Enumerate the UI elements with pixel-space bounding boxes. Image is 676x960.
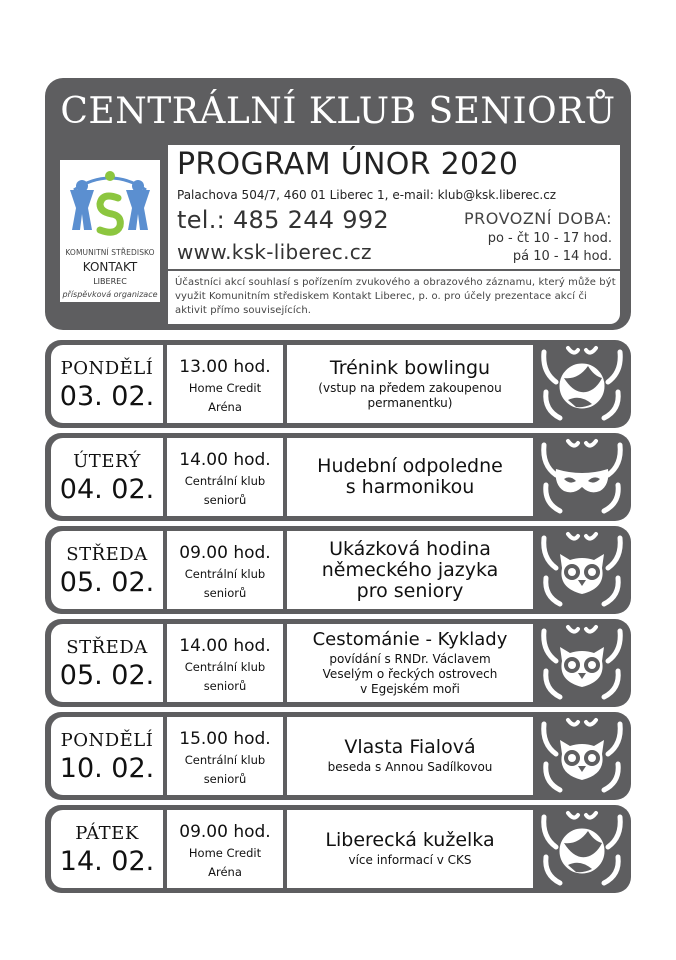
event-description: povídání s RNDr. Václavem Veselým o řeckých ostrovech v Egejském moři — [322, 652, 498, 696]
event-row — [45, 619, 631, 707]
event-date: 05. 02. — [59, 660, 155, 691]
event-row — [45, 340, 631, 428]
event-date: 04. 02. — [59, 474, 155, 505]
event-date-cell — [51, 810, 163, 888]
event-date: 10. 02. — [59, 753, 155, 784]
program-title: PROGRAM ÚNOR 2020 — [177, 147, 519, 182]
logo-text-line3: LIBEREC — [93, 277, 127, 286]
event-day: STŘEDA — [66, 544, 148, 565]
owl-icon — [538, 528, 626, 612]
event-day: STŘEDA — [66, 637, 148, 658]
consent-panel — [168, 271, 620, 324]
event-title: Ukázková hodina německého jazyka pro seniory — [321, 537, 499, 602]
event-title: Hudební odpoledne s harmonikou — [317, 455, 503, 498]
event-time: 14.00 hod. — [179, 636, 271, 656]
event-time-cell — [167, 810, 283, 888]
event-info-cell — [287, 438, 533, 516]
mask-icon — [538, 435, 626, 519]
event-place: Centrální klub seniorů — [184, 660, 266, 693]
event-time-cell — [167, 438, 283, 516]
club-title: CENTRÁLNÍ KLUB SENIORŮ — [60, 91, 616, 132]
opening-hours-weekdays: po - čt 10 - 17 hod. — [487, 231, 612, 246]
event-info-cell — [287, 810, 533, 888]
event-date-cell — [51, 345, 163, 423]
beach-ball-icon — [538, 342, 626, 426]
event-place: Home Credit Aréna — [188, 846, 262, 879]
event-title: Liberecká kuželka — [325, 829, 495, 851]
event-time: 14.00 hod. — [179, 450, 271, 470]
event-time: 09.00 hod. — [179, 822, 271, 842]
logo-text-line1: KOMUNITNÍ STŘEDISKO — [65, 248, 155, 257]
event-row — [45, 526, 631, 614]
event-time-cell — [167, 345, 283, 423]
event-description: (vstup na předem zakoupenou permanentku) — [318, 380, 502, 410]
consent-notice: Účastníci akcí souhlasí s pořízením zvukového a obrazového záznamu, který může být využit Komunitním střediskem Kontakt Liberec, p. o. pro účely prezentace akcí či aktivit přímo souvisejících. — [175, 277, 616, 316]
event-description: beseda s Annou Sadílkovou — [327, 760, 493, 774]
event-place: Centrální klub seniorů — [184, 567, 266, 600]
address: Palachova 504/7, 460 01 Liberec 1, e-mail: klub@ksk.liberec.cz — [177, 188, 557, 202]
event-date-cell — [51, 438, 163, 516]
event-place: Home Credit Aréna — [188, 381, 262, 414]
event-day: PONDĚLÍ — [60, 730, 154, 751]
event-info-cell — [287, 345, 533, 423]
phone-number: tel.: 485 244 992 — [177, 206, 389, 234]
event-time-cell — [167, 717, 283, 795]
logo-text-line2: KONTAKT — [82, 260, 138, 274]
opening-hours-friday: pá 10 - 14 hod. — [512, 249, 612, 264]
event-info-cell — [287, 624, 533, 702]
event-day: PÁTEK — [75, 823, 139, 844]
event-description: více informací v CKS — [348, 853, 472, 867]
event-title: Trénink bowlingu — [329, 356, 491, 379]
owl-icon — [538, 621, 626, 705]
event-date-cell — [51, 717, 163, 795]
beach-ball-icon — [538, 807, 626, 891]
event-place: Centrální klub seniorů — [184, 753, 266, 786]
event-day: PONDĚLÍ — [60, 358, 154, 379]
opening-hours-title: PROVOZNÍ DOBA: — [463, 209, 612, 228]
owl-icon — [538, 714, 626, 798]
event-info-cell — [287, 717, 533, 795]
event-date: 05. 02. — [59, 567, 155, 598]
event-info-cell — [287, 531, 533, 609]
event-row — [45, 433, 631, 521]
logo — [60, 160, 160, 302]
event-row — [45, 712, 631, 800]
event-date-cell — [51, 531, 163, 609]
event-date: 03. 02. — [59, 381, 155, 412]
event-title: Vlasta Fialová — [344, 736, 476, 758]
event-time-cell — [167, 624, 283, 702]
info-panel — [168, 145, 620, 269]
event-time: 13.00 hod. — [179, 357, 271, 377]
logo-text-line4: příspěvková organizace — [62, 290, 158, 299]
event-time: 09.00 hod. — [179, 543, 271, 563]
event-row — [45, 805, 631, 893]
event-title: Cestománie - Kyklady — [312, 629, 508, 650]
website-link[interactable]: www.ksk-liberec.cz — [177, 240, 372, 264]
event-date: 14. 02. — [59, 846, 155, 877]
event-day: ÚTERÝ — [73, 451, 141, 472]
event-time-cell — [167, 531, 283, 609]
event-date-cell — [51, 624, 163, 702]
logo-figures-icon — [64, 168, 156, 248]
event-time: 15.00 hod. — [179, 729, 271, 749]
event-place: Centrální klub seniorů — [184, 474, 266, 507]
